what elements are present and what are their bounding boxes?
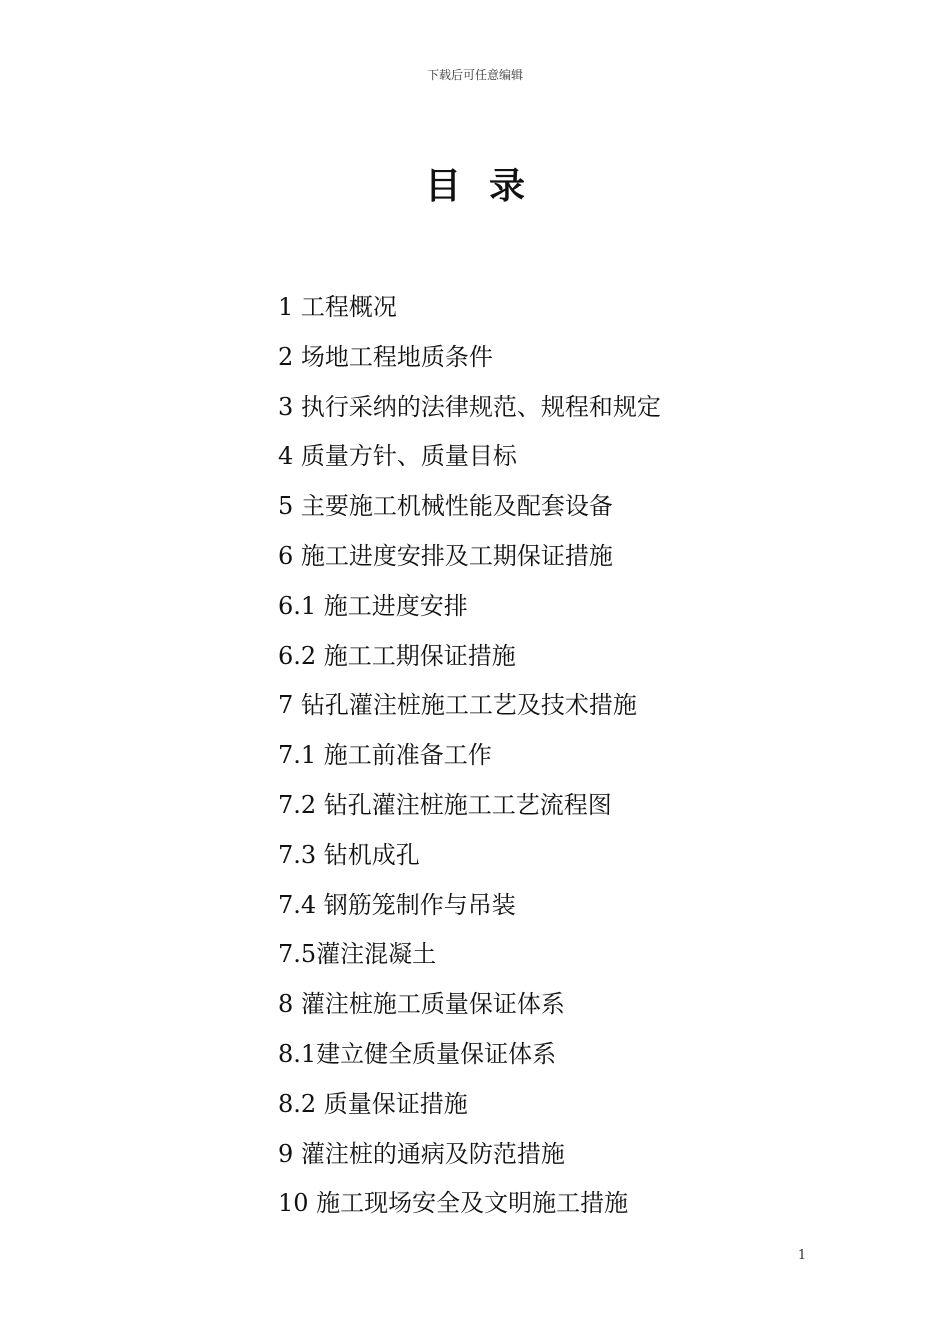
toc-item[interactable]: 2 场地工程地质条件 xyxy=(278,342,493,371)
toc-item[interactable]: 8 灌注桩施工质量保证体系 xyxy=(278,990,565,1019)
toc-item[interactable]: 6 施工进度安排及工期保证措施 xyxy=(278,541,613,570)
toc-item[interactable]: 8.2 质量保证措施 xyxy=(278,1089,468,1118)
toc-item[interactable]: 4 质量方针、质量目标 xyxy=(278,442,517,471)
toc-item[interactable]: 7.3 钻机成孔 xyxy=(278,840,420,869)
toc-item[interactable]: 7.1 施工前准备工作 xyxy=(278,741,492,770)
header-note: 下载后可任意编辑 xyxy=(426,68,523,82)
toc-item[interactable]: 9 灌注桩的通病及防范措施 xyxy=(278,1139,565,1168)
toc-item[interactable]: 3 执行采纳的法律规范、规程和规定 xyxy=(278,392,661,421)
toc-item[interactable]: 7.4 钢筋笼制作与吊装 xyxy=(278,890,516,919)
toc-item[interactable]: 6.1 施工进度安排 xyxy=(278,591,468,620)
page-number: 1 xyxy=(797,1248,807,1263)
toc-list xyxy=(278,283,661,1229)
toc-item[interactable]: 1 工程概况 xyxy=(278,293,397,321)
page-title: 目录 xyxy=(424,165,553,207)
toc-item[interactable]: 8.1建立健全质量保证体系 xyxy=(278,1039,557,1068)
toc-item[interactable]: 5 主要施工机械性能及配套设备 xyxy=(278,492,613,521)
toc-item[interactable]: 7.5灌注混凝土 xyxy=(278,940,437,969)
toc-item[interactable]: 7 钻孔灌注桩施工工艺及技术措施 xyxy=(278,691,637,720)
toc-item[interactable]: 6.2 施工工期保证措施 xyxy=(278,641,516,670)
toc-item[interactable]: 10 施工现场安全及文明施工措施 xyxy=(278,1189,629,1218)
toc-item[interactable]: 7.2 钻孔灌注桩施工工艺流程图 xyxy=(278,790,612,819)
